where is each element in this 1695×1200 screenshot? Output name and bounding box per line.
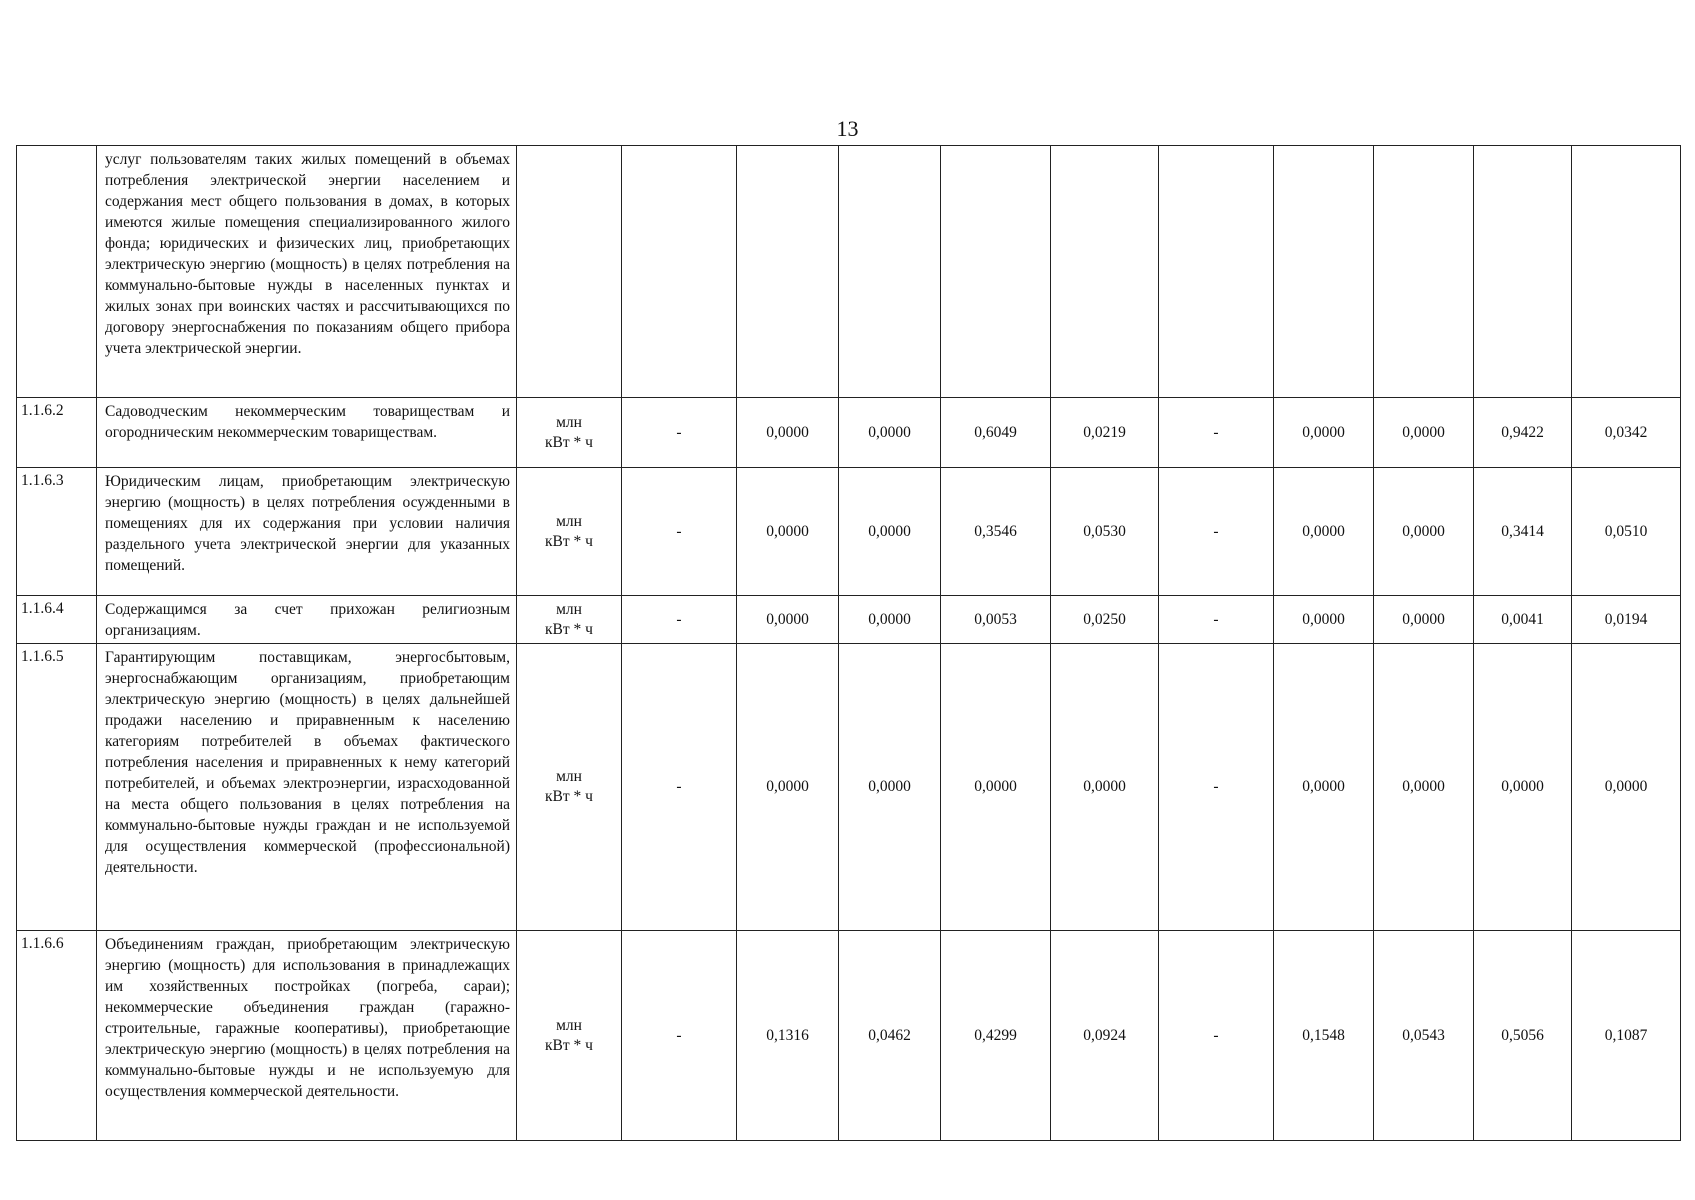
value-cell: 0,0342 xyxy=(1572,398,1681,468)
value-cell: 0,0000 xyxy=(737,644,839,931)
value-cell: 0,0000 xyxy=(1374,398,1474,468)
value-cell: 0,0000 xyxy=(941,644,1051,931)
value-cell: 0,0000 xyxy=(1274,398,1374,468)
value-cell: - xyxy=(1159,931,1274,1141)
value-cell: 0,0000 xyxy=(1374,644,1474,931)
value-cell xyxy=(737,146,839,398)
value-cell: - xyxy=(622,398,737,468)
table-row xyxy=(17,644,1681,931)
unit-cell xyxy=(517,398,622,468)
unit-cell xyxy=(517,596,622,644)
row-number xyxy=(17,146,97,398)
row-description: Гарантирующим поставщикам, энергосбытовым, энергоснабжающим организациям, приобретающим электрическую энергию (мощность) в целях дальнейшей продажи населению и приравненным к населению категориям потребителей в объемах фактического потребления населения и приравненных к нему категорий потребителей, и объемах электроэнергии, израсходованной на места общего пользования в целях потребления на коммунально-бытовые нужды граждан и не используемой для осуществления коммерческой (профессиональной) деятельности. xyxy=(97,644,517,931)
row-number: 1.1.6.4 xyxy=(17,596,97,644)
tariff-balance-table xyxy=(16,145,1681,1141)
unit-line-2: кВт * ч xyxy=(545,1036,593,1054)
value-cell: 0,0000 xyxy=(839,596,941,644)
value-cell: 0,1548 xyxy=(1274,931,1374,1141)
value-cell: 0,0000 xyxy=(839,398,941,468)
value-cell: - xyxy=(1159,398,1274,468)
value-cell: 0,3414 xyxy=(1474,468,1572,596)
table-row xyxy=(17,398,1681,468)
value-cell: 0,0000 xyxy=(1374,468,1474,596)
unit-cell xyxy=(517,931,622,1141)
row-description: услуг пользователям таких жилых помещений в объемах потребления электрической энергии населением и содержания мест общего пользования в домах, в которых имеются жилые помещения специализированного жилого фонда; юридических и физических лиц, приобретающих электрическую энергию (мощность) в целях потребления на коммунально-бытовые нужды в населенных пунктах и жилых зонах при воинских частях и рассчитывающихся по договору энергоснабжения по показаниям общего прибора учета электрической энергии. xyxy=(97,146,517,398)
unit-line-1: млн xyxy=(556,600,582,618)
value-cell: 0,0250 xyxy=(1051,596,1159,644)
value-cell: 0,1087 xyxy=(1572,931,1681,1141)
value-cell: 0,0000 xyxy=(1274,468,1374,596)
value-cell xyxy=(622,146,737,398)
value-cell: 0,0924 xyxy=(1051,931,1159,1141)
row-number: 1.1.6.2 xyxy=(17,398,97,468)
value-cell: - xyxy=(622,468,737,596)
row-description: Содержащимся за счет прихожан религиозным организациям. xyxy=(97,596,517,644)
table-row xyxy=(17,596,1681,644)
value-cell xyxy=(1051,146,1159,398)
value-cell: - xyxy=(622,596,737,644)
unit-line-1: млн xyxy=(556,413,582,431)
value-cell: - xyxy=(1159,644,1274,931)
value-cell: 0,1316 xyxy=(737,931,839,1141)
value-cell: 0,0000 xyxy=(737,398,839,468)
unit-line-2: кВт * ч xyxy=(545,788,593,805)
value-cell: 0,0000 xyxy=(737,468,839,596)
value-cell: 0,0000 xyxy=(1374,596,1474,644)
row-description: Объединениям граждан, приобретающим электрическую энергию (мощность) для использования в принадлежащих им хозяйственных постройках (погреба, сараи); некоммерческие объединения граждан (гаражно-строительные, гаражные кооперативы), приобретающие электрическую энергию (мощность) в целях потребления на коммунально-бытовые нужды и не используемую для осуществления коммерческой деятельности. xyxy=(97,931,517,1141)
value-cell: 0,0053 xyxy=(941,596,1051,644)
row-description: Юридическим лицам, приобретающим электрическую энергию (мощность) в целях потребления осужденными в помещениях для их содержания при условии наличия раздельного учета электрической энергии для указанных помещений. xyxy=(97,468,517,596)
unit-line-1: млн xyxy=(556,768,582,785)
unit-cell xyxy=(517,146,622,398)
unit-cell xyxy=(517,468,622,596)
value-cell: 0,0510 xyxy=(1572,468,1681,596)
row-number: 1.1.6.3 xyxy=(17,468,97,596)
value-cell xyxy=(941,146,1051,398)
value-cell: 0,0194 xyxy=(1572,596,1681,644)
row-description: Садоводческим некоммерческим товариществам и огородническим некоммерческим товариществам. xyxy=(97,398,517,468)
unit-line-2: кВт * ч xyxy=(545,532,593,550)
unit-line-2: кВт * ч xyxy=(545,620,593,638)
value-cell: 0,0000 xyxy=(737,596,839,644)
value-cell: 0,5056 xyxy=(1474,931,1572,1141)
value-cell: 0,9422 xyxy=(1474,398,1572,468)
unit-line-1: млн xyxy=(556,1016,582,1034)
table-row xyxy=(17,146,1681,398)
value-cell: 0,0000 xyxy=(839,468,941,596)
value-cell: 0,0530 xyxy=(1051,468,1159,596)
unit-line-1: млн xyxy=(556,512,582,530)
table-row xyxy=(17,468,1681,596)
value-cell xyxy=(1474,146,1572,398)
table-row xyxy=(17,931,1681,1141)
row-number: 1.1.6.6 xyxy=(17,931,97,1141)
value-cell: 0,0543 xyxy=(1374,931,1474,1141)
unit-line-2: кВт * ч xyxy=(545,433,593,451)
value-cell: 0,0041 xyxy=(1474,596,1572,644)
value-cell: 0,0000 xyxy=(839,644,941,931)
value-cell: - xyxy=(1159,468,1274,596)
row-number: 1.1.6.5 xyxy=(17,644,97,931)
value-cell: 0,0000 xyxy=(1274,596,1374,644)
value-cell: 0,6049 xyxy=(941,398,1051,468)
value-cell xyxy=(1159,146,1274,398)
value-cell xyxy=(1274,146,1374,398)
value-cell: 0,0000 xyxy=(1572,644,1681,931)
value-cell: 0,4299 xyxy=(941,931,1051,1141)
value-cell: 0,0000 xyxy=(1474,644,1572,931)
value-cell xyxy=(1572,146,1681,398)
page-number: 13 xyxy=(836,116,859,141)
value-cell: 0,3546 xyxy=(941,468,1051,596)
value-cell: - xyxy=(622,644,737,931)
value-cell xyxy=(1374,146,1474,398)
value-cell xyxy=(839,146,941,398)
value-cell: 0,0000 xyxy=(1274,644,1374,931)
value-cell: - xyxy=(622,931,737,1141)
value-cell: 0,0462 xyxy=(839,931,941,1141)
unit-cell xyxy=(517,644,622,931)
value-cell: - xyxy=(1159,596,1274,644)
value-cell: 0,0000 xyxy=(1051,644,1159,931)
value-cell: 0,0219 xyxy=(1051,398,1159,468)
